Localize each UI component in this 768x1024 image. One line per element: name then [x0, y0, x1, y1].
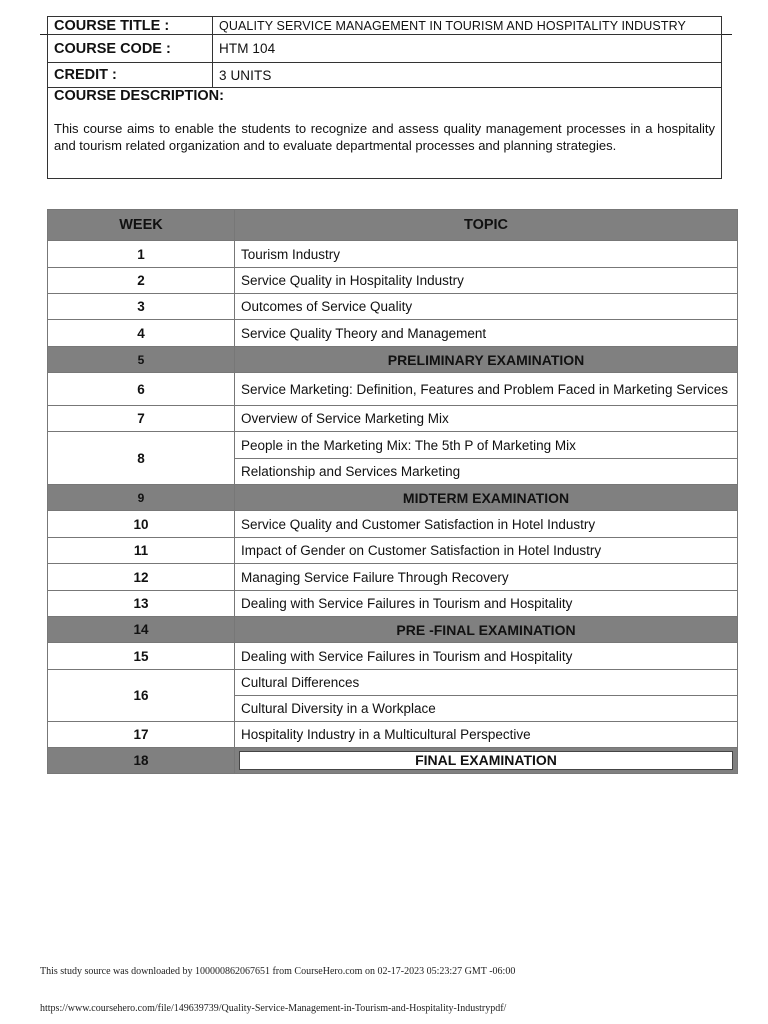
- exam-row: [48, 617, 738, 643]
- week-cell: 17: [48, 722, 235, 748]
- week-cell: 15: [48, 643, 235, 670]
- week-cell: 16: [48, 670, 235, 722]
- table-row: [48, 511, 738, 538]
- table-row: [48, 406, 738, 432]
- exam-row: [48, 748, 738, 774]
- week-cell: 12: [48, 564, 235, 591]
- table-row: [48, 268, 738, 294]
- topic-column-header: TOPIC: [235, 210, 738, 241]
- week-cell: 8: [48, 432, 235, 485]
- topic-cell: Outcomes of Service Quality: [235, 294, 738, 320]
- exam-row: [48, 347, 738, 373]
- course-description-cell: [48, 88, 722, 179]
- course-description-label: COURSE DESCRIPTION:: [54, 88, 224, 104]
- topic-cell: Dealing with Service Failures in Tourism and Hospitality: [235, 591, 738, 617]
- topic-cell: Service Quality Theory and Management: [235, 320, 738, 347]
- week-cell: 7: [48, 406, 235, 432]
- topic-cell: Service Quality in Hospitality Industry: [235, 268, 738, 294]
- topic-cell: Managing Service Failure Through Recovery: [235, 564, 738, 591]
- exam-row: [48, 485, 738, 511]
- table-row: [48, 591, 738, 617]
- course-code-value: HTM 104: [213, 35, 722, 63]
- week-cell: 2: [48, 268, 235, 294]
- credit-label: CREDIT :: [48, 63, 213, 88]
- table-row: [48, 241, 738, 268]
- topic-cell: Service Quality and Customer Satisfaction in Hotel Industry: [235, 511, 738, 538]
- topic-cell: Cultural Diversity in a Workplace: [235, 696, 738, 722]
- exam-title: FINAL EXAMINATION: [239, 751, 733, 770]
- topic-cell: Tourism Industry: [235, 241, 738, 268]
- course-info-table: [47, 16, 722, 179]
- schedule-table: [47, 209, 738, 774]
- topic-cell: Service Marketing: Definition, Features and Problem Faced in Marketing Services: [235, 373, 738, 406]
- week-cell: 14: [48, 617, 235, 643]
- table-row: [48, 432, 738, 459]
- week-cell: 4: [48, 320, 235, 347]
- credit-value: 3 UNITS: [213, 63, 722, 88]
- exam-title: MIDTERM EXAMINATION: [235, 485, 738, 511]
- topic-cell: Cultural Differences: [235, 670, 738, 696]
- topic-cell: Overview of Service Marketing Mix: [235, 406, 738, 432]
- week-cell: 18: [48, 748, 235, 774]
- course-description-text: This course aims to enable the students to recognize and assess quality management processes in a hospitality and tourism related organization and to evaluate departmental processes and planning strategies.: [54, 121, 715, 153]
- topic-cell: Hospitality Industry in a Multicultural Perspective: [235, 722, 738, 748]
- table-row: [48, 538, 738, 564]
- table-row: [48, 670, 738, 696]
- download-notice: This study source was downloaded by 100000862067651 from CourseHero.com on 02-17-2023 05:23:27 GMT -06:00: [40, 966, 516, 977]
- exam-title: PRE -FINAL EXAMINATION: [235, 617, 738, 643]
- week-cell: 5: [48, 347, 235, 373]
- week-cell: 9: [48, 485, 235, 511]
- topic-cell: Impact of Gender on Customer Satisfaction in Hotel Industry: [235, 538, 738, 564]
- week-cell: 6: [48, 373, 235, 406]
- table-row: [48, 643, 738, 670]
- table-row: [48, 564, 738, 591]
- week-cell: 3: [48, 294, 235, 320]
- table-row: [48, 320, 738, 347]
- topic-cell: Dealing with Service Failures in Tourism and Hospitality: [235, 643, 738, 670]
- topic-cell: People in the Marketing Mix: The 5th P of Marketing Mix: [235, 432, 738, 459]
- week-cell: 10: [48, 511, 235, 538]
- source-url: https://www.coursehero.com/file/149639739/Quality-Service-Management-in-Tourism-and-Hospitality-Industrypdf/: [40, 1003, 507, 1014]
- exam-title: PRELIMINARY EXAMINATION: [235, 347, 738, 373]
- course-title-label: COURSE TITLE :: [48, 17, 213, 35]
- topic-cell: Relationship and Services Marketing: [235, 459, 738, 485]
- exam-title-cell: [235, 748, 738, 774]
- table-row: [48, 722, 738, 748]
- table-row: [48, 294, 738, 320]
- week-cell: 11: [48, 538, 235, 564]
- week-column-header: WEEK: [48, 210, 235, 241]
- week-cell: 13: [48, 591, 235, 617]
- course-title-value: QUALITY SERVICE MANAGEMENT IN TOURISM AND HOSPITALITY INDUSTRY: [213, 17, 722, 35]
- week-cell: 1: [48, 241, 235, 268]
- table-row: [48, 373, 738, 406]
- course-code-label: COURSE CODE :: [48, 35, 213, 63]
